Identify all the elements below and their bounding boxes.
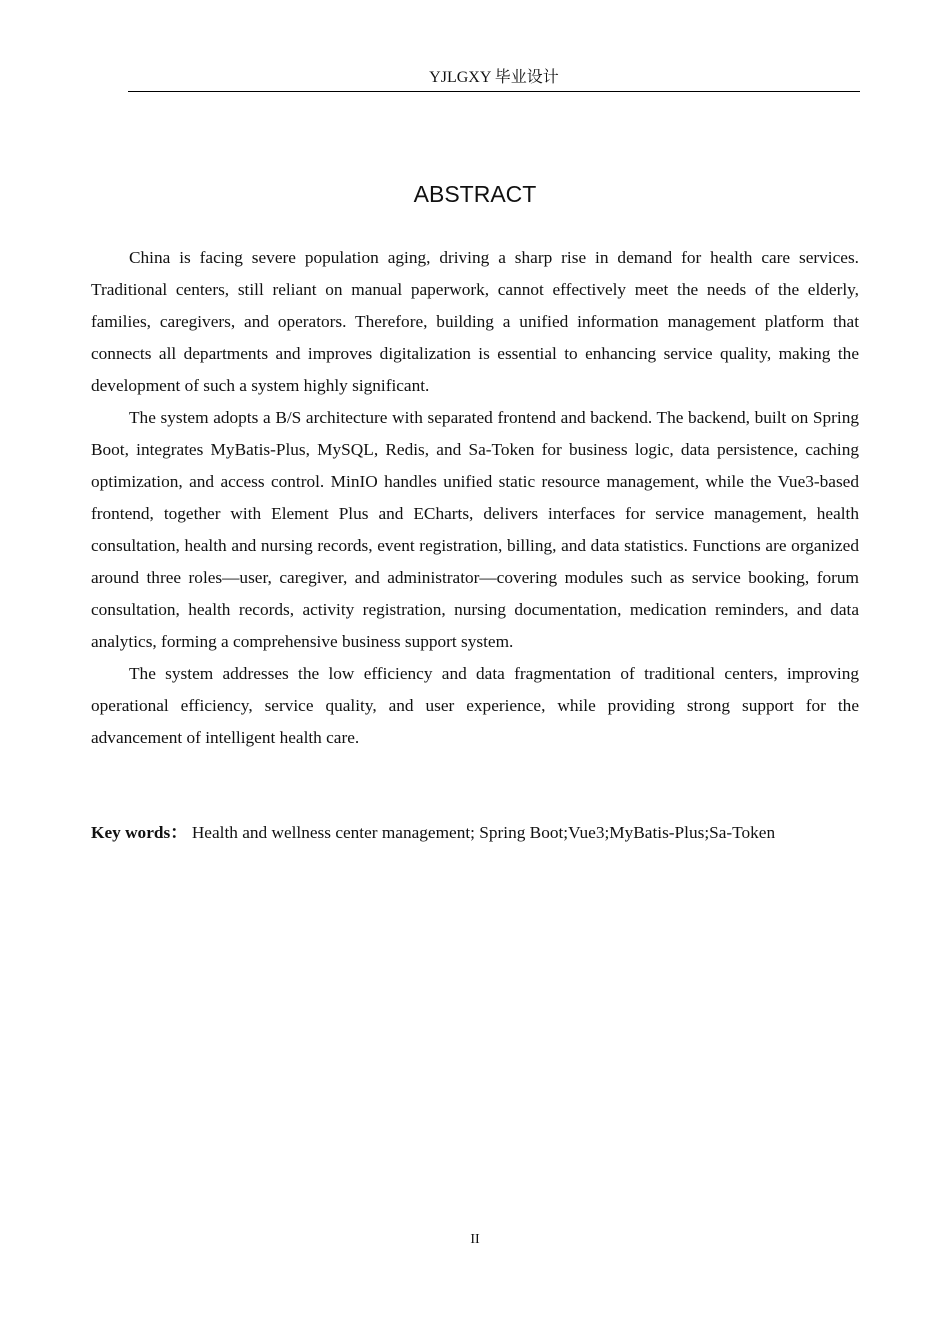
keywords-line — [91, 817, 881, 849]
abstract-body — [91, 242, 859, 754]
abstract-paragraph: The system addresses the low efficiency and data fragmentation of traditional centers, improving operational efficiency, service quality, and user experience, while providing strong support for the advancement of intelligent health care. — [91, 664, 859, 747]
keywords-separator: ： — [170, 823, 188, 842]
running-header: YJLGXY 毕业设计 — [128, 68, 860, 92]
abstract-paragraph: China is facing severe population aging, driving a sharp rise in demand for health care services. Traditional centers, still reliant on manual paperwork, cannot effectively meet the needs of the elderly, families, caregivers, and operators. Therefore, building a unified information management platform that connects all departments and improves digitalization is essential to enhancing service quality, making the development of such a system highly significant. — [91, 248, 859, 395]
page-number: II — [470, 1232, 480, 1247]
keywords-label: Key words — [91, 823, 171, 842]
abstract-title: ABSTRACT — [413, 181, 537, 207]
keywords-text: Health and wellness center management; Spring Boot;Vue3;MyBatis-Plus;Sa-Token — [191, 823, 776, 842]
abstract-paragraph: The system adopts a B/S architecture with separated frontend and backend. The backend, built on Spring Boot, integrates MyBatis-Plus, MySQL, Redis, and Sa-Token for business logic, data persistence, caching optimization, and access control. MinIO handles unified static resource management, while the Vue3-based frontend, together with Element Plus and ECharts, delivers interfaces for service management, health consultation, health and nursing records, event registration, billing, and data statistics. Functions are organized around three roles—user, caregiver, and administrator—covering modules such as service booking, forum consultation, health records, activity registration, nursing documentation, medication reminders, and data analytics, forming a comprehensive business support system. — [91, 408, 859, 651]
